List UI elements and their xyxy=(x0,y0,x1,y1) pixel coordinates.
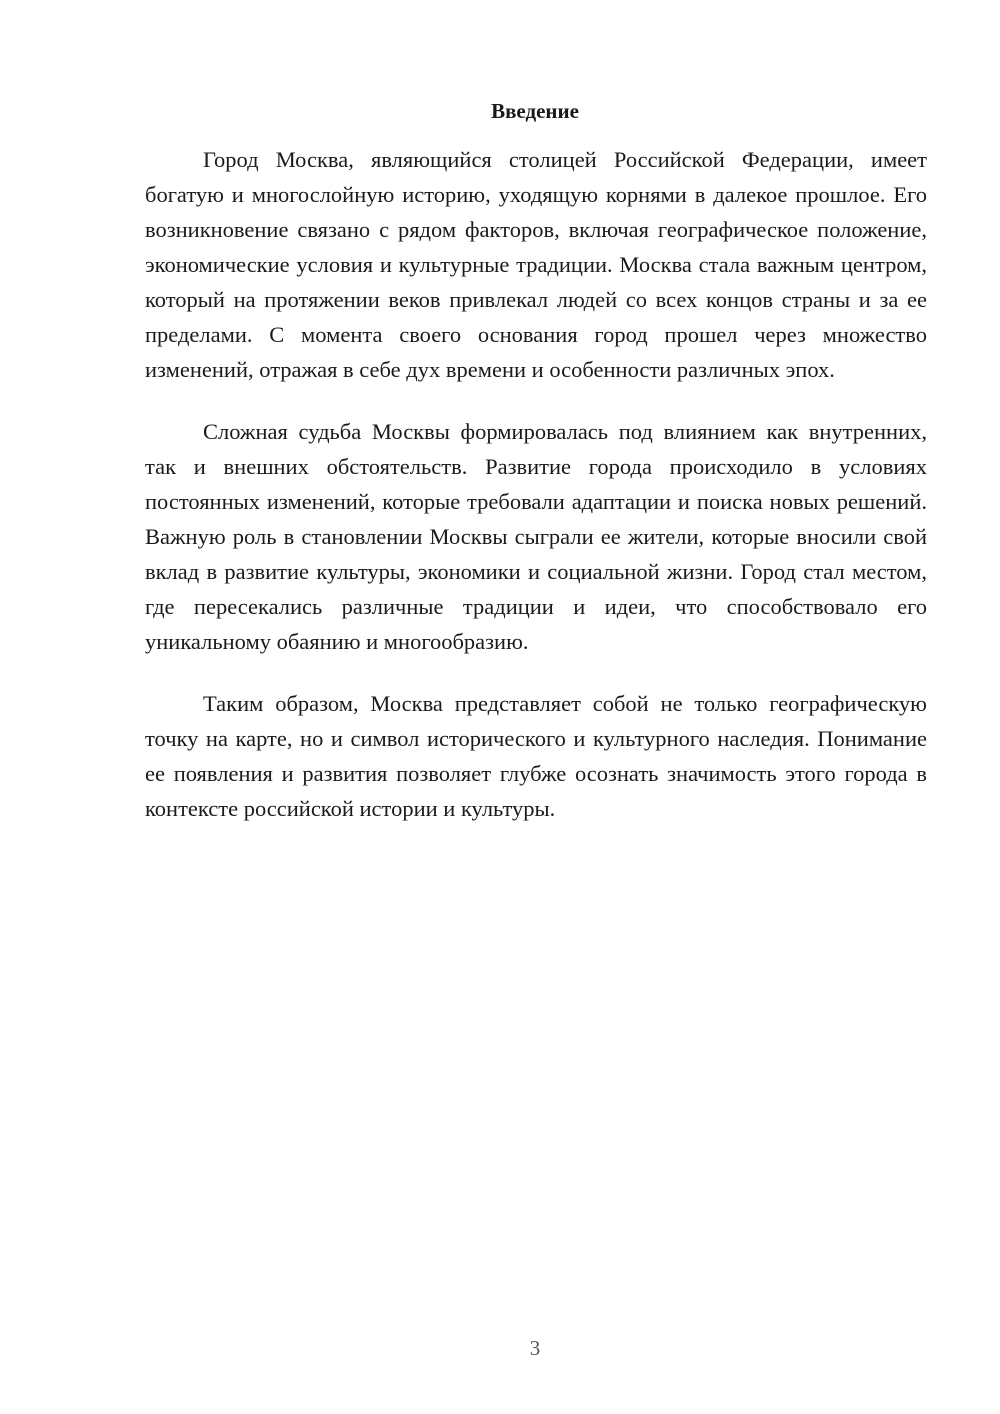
body-text xyxy=(145,142,927,853)
paragraph-2: Сложная судьба Москвы формировалась под влиянием как внутренних, так и внешних обстоятельств. Развитие города происходило в условиях постоянных изменений, которые требовали адаптации и поиска новых решений. Важную роль в становлении Москвы сыграли ее жители, которые вносили свой вклад в развитие культуры, экономики и социальной жизни. Город стал местом, где пересекались различные традиции и идеи, что способствовало его уникальному обаянию и многообразию. xyxy=(145,419,927,654)
page-number: 3 xyxy=(529,1336,541,1360)
section-title: Введение xyxy=(491,99,579,123)
paragraph-1: Город Москва, являющийся столицей Российской Федерации, имеет богатую и многослойную историю, уходящую корнями в далекое прошлое. Его возникновение связано с рядом факторов, включая географическое положение, экономические условия и культурные традиции. Москва стала важным центром, который на протяжении веков привлекал людей со всех концов страны и за ее пределами. С момента своего основания город прошел через множество изменений, отражая в себе дух времени и особенности различных эпох. xyxy=(145,147,927,382)
paragraph-3: Таким образом, Москва представляет собой не только географическую точку на карте, но и символ исторического и культурного наследия. Понимание ее появления и развития позволяет глубже осознать значимость этого города в контексте российской истории и культуры. xyxy=(145,691,927,821)
